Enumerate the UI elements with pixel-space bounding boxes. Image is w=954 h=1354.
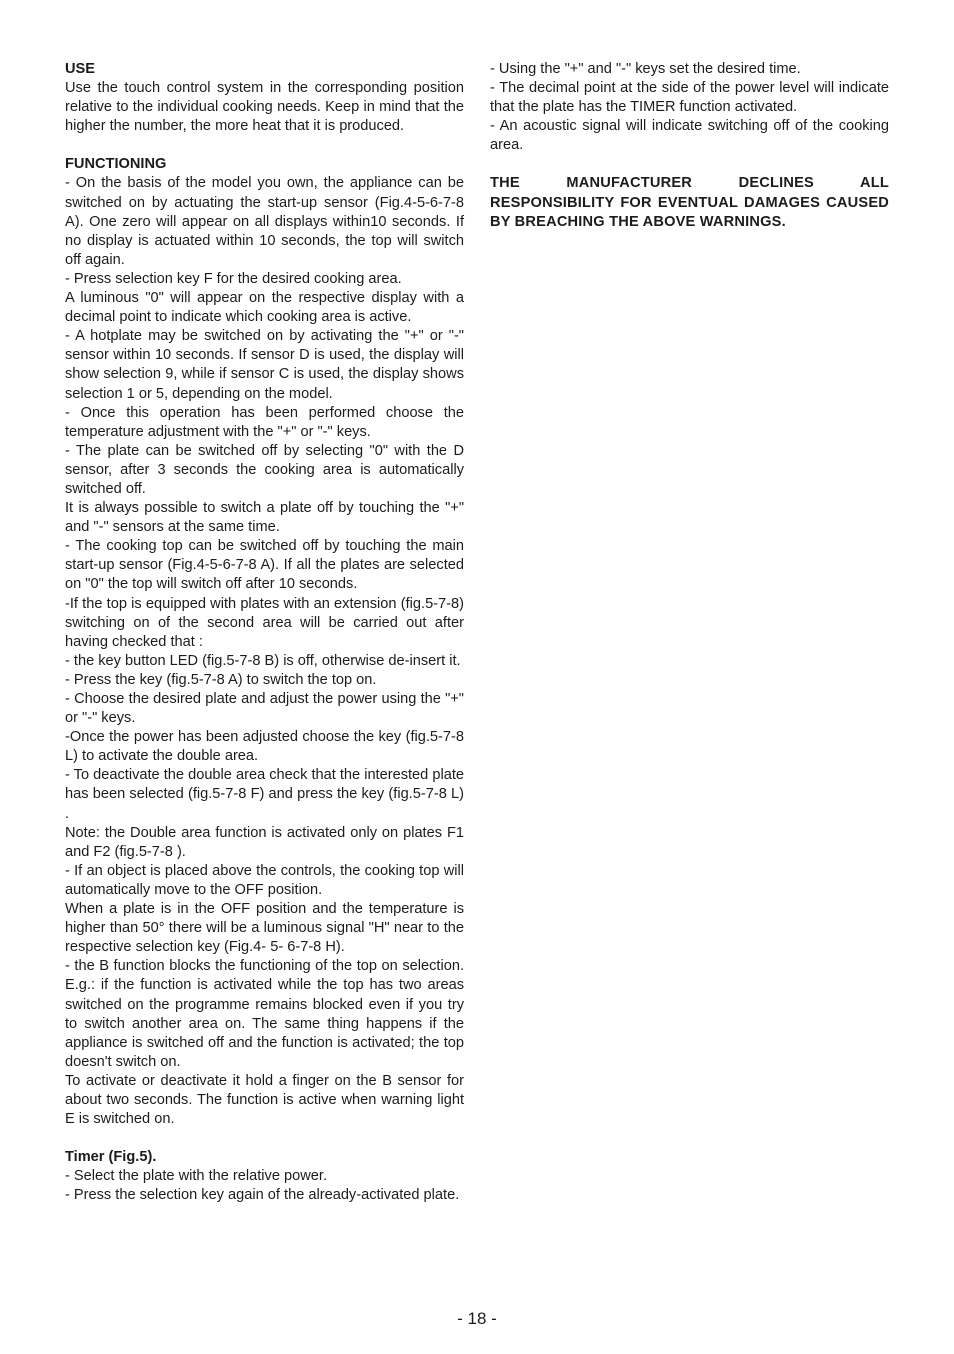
- page-number: - 18 -: [457, 1309, 497, 1328]
- functioning-heading: FUNCTIONING: [65, 156, 167, 173]
- functioning-paragraph: - To deactivate the double area check that the interested plate has been selected (fig.5-7-8 F) and press the key (fig.5-7-8 L) .: [65, 767, 464, 822]
- functioning-paragraph: - Press selection key F for the desired cooking area.: [65, 270, 402, 287]
- timer-paragraph: - Using the "+" and "-" keys set the desired time.: [490, 61, 801, 77]
- right-column: [490, 60, 889, 232]
- functioning-paragraph: - The plate can be switched off by selecting "0" with the D sensor, after 3 seconds the cooking area is automatically switched off.: [65, 442, 464, 497]
- timer-paragraph: - An acoustic signal will indicate switching off of the cooking area.: [490, 118, 889, 154]
- functioning-paragraph: - A hotplate may be switched on by activating the "+" or "-" sensor within 10 seconds. If sensor D is used, the display will show selection 9, while if sensor C is used, the display shows selection 1 or 5, depending on the model.: [65, 328, 464, 402]
- functioning-paragraph: When a plate is in the OFF position and the temperature is higher than 50° there will be a luminous signal "H" near to the respective selection key (Fig.4- 5- 6-7-8 H).: [65, 901, 464, 956]
- functioning-paragraph: It is always possible to switch a plate off by touching the "+" and "-" sensors at the same time.: [65, 500, 464, 536]
- functioning-paragraph: - On the basis of the model you own, the appliance can be switched on by actuating the start-up sensor (Fig.4-5-6-7-8 A). One zero will appear on all displays within10 seconds. If no display is actuated within 10 seconds, the top will switch off again.: [65, 175, 464, 268]
- functioning-note: Note: the Double area function is activated only on plates F1 and F2 (fig.5-7-8 ).: [65, 824, 464, 860]
- functioning-paragraph: - the key button LED (fig.5-7-8 B) is off, otherwise de-insert it.: [65, 652, 461, 669]
- use-heading: USE: [65, 61, 96, 77]
- timer-paragraph: - The decimal point at the side of the power level will indicate that the plate has the TIMER function activated.: [490, 80, 889, 116]
- timer-paragraph: - Select the plate with the relative power.: [65, 1168, 328, 1185]
- functioning-paragraph: - the B function blocks the functioning of the top on selection. E.g.: if the function is activated while the top has two areas switched on the programme remains blocked even if you try to switch another area on. The same thing happens if the appliance is switched off and the function is activated; the top doesn't switch on.: [65, 958, 464, 1070]
- functioning-paragraph: - If an object is placed above the controls, the cooking top will automatically move to the OFF position.: [65, 862, 464, 898]
- timer-paragraph: - Press the selection key again of the already-activated plate.: [65, 1187, 460, 1204]
- functioning-paragraph: -If the top is equipped with plates with an extension (fig.5-7-8) switching on of the second area will be carried out after having checked that :: [65, 595, 464, 650]
- functioning-paragraph: -Once the power has been adjusted choose the key (fig.5-7-8 L) to activate the double area.: [65, 729, 464, 765]
- functioning-paragraph: - Press the key (fig.5-7-8 A) to switch the top on.: [65, 671, 377, 688]
- manufacturer-warning: THE MANUFACTURER DECLINES ALL RESPONSIBILITY FOR EVENTUAL DAMAGES CAUSED BY BREACHING THE ABOVE WARNINGS.: [490, 175, 889, 230]
- functioning-paragraph: - Once this operation has been performed choose the temperature adjustment with the "+" or "-" keys.: [65, 404, 464, 440]
- functioning-paragraph: - Choose the desired plate and adjust the power using the "+" or "-" keys.: [65, 691, 464, 727]
- left-column: [65, 60, 464, 1205]
- functioning-paragraph: - The cooking top can be switched off by touching the main start-up sensor (Fig.4-5-6-7-8 A). If all the plates are selected on "0" the top will switch off after 10 seconds.: [65, 538, 464, 593]
- functioning-paragraph: To activate or deactivate it hold a finger on the B sensor for about two seconds. The function is active when warning light E is switched on.: [65, 1072, 464, 1128]
- timer-heading: Timer (Fig.5).: [65, 1149, 157, 1166]
- use-paragraph: Use the touch control system in the corresponding position relative to the individual cooking needs. Keep in mind that the higher the number, the more heat that it is produced.: [65, 80, 464, 135]
- functioning-paragraph: A luminous "0" will appear on the respective display with a decimal point to indicate which cooking area is active.: [65, 290, 464, 326]
